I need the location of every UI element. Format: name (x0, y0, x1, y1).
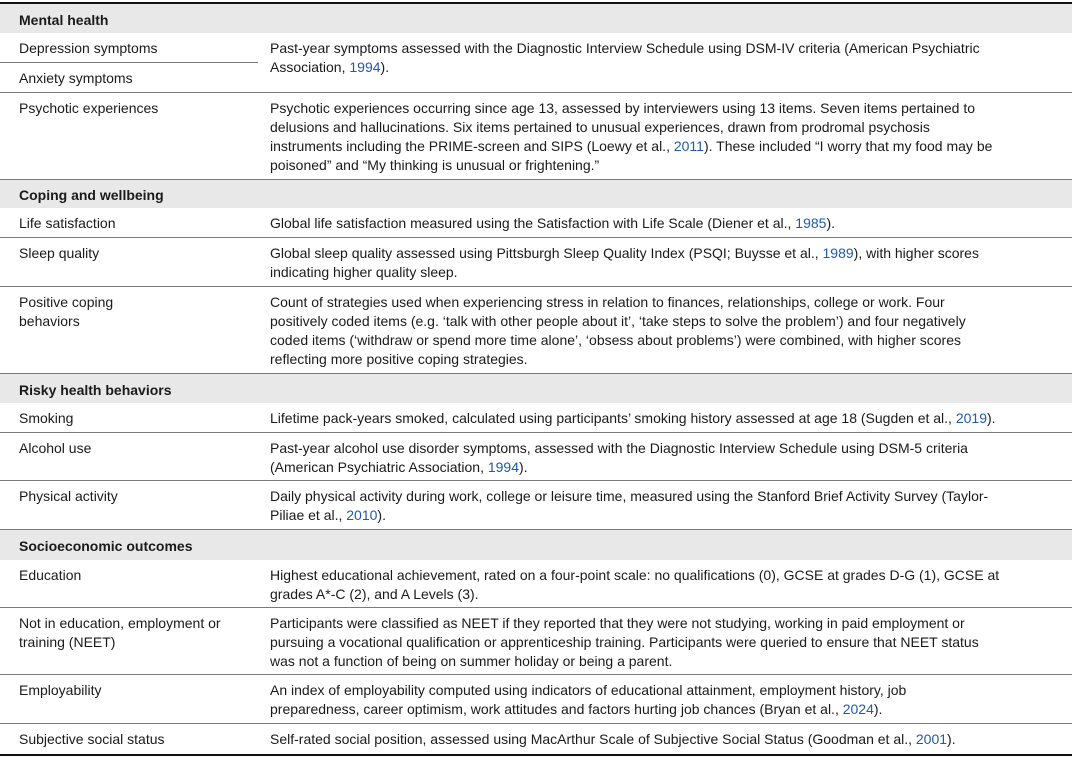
table-row-employability (0, 675, 1072, 724)
measure-physical-activity: Physical activity (19, 488, 118, 504)
measure-alcohol: Alcohol use (19, 440, 92, 456)
section-title: Socioeconomic outcomes (19, 538, 193, 554)
measure-anxiety: Anxiety symptoms (19, 70, 133, 86)
measure-neet: Not in education, employment or training (NEET) (19, 615, 221, 650)
table-row-neet (0, 608, 1072, 675)
table-row-alcohol (0, 433, 1072, 481)
measure-description: Global life satisfaction measured using the Satisfaction with Life Scale (Diener et al., 1985). (270, 215, 835, 231)
table-row-education (0, 560, 1072, 608)
table-row-subjective-social-status (0, 724, 1072, 756)
measure-education: Education (19, 567, 82, 583)
measure-employability: Employability (19, 682, 102, 698)
citation-link[interactable]: 1989 (822, 245, 854, 261)
measure-description: Self-rated social position, assessed using MacArthur Scale of Subjective Social Status (Goodman et al., 2001). (270, 731, 956, 747)
measure-description: Count of strategies used when experiencing stress in relation to finances, relationships, college or work. Four positively coded items (e.g. ‘talk with other people about it’, ‘take steps to solve the problem’) and four negatively coded items (‘withdraw or spend more time alone’, ‘obsess about problems’) were combined, with higher scores reflecting more positive coping strategies. (270, 294, 966, 367)
measure-description: Past-year symptoms assessed with the Diagnostic Interview Schedule using DSM-IV criteria (American Psychiatric Association, 1994). (270, 40, 980, 75)
section-coping-wellbeing (0, 180, 1072, 208)
measure-description: Highest educational achievement, rated on a four-point scale: no qualifications (0), GCSE at grades D-G (1), GCSE at grades A*-C (2), and A Levels (3). (270, 567, 1000, 602)
table-row-psychotic (0, 93, 1072, 180)
measure-psychotic: Psychotic experiences (19, 100, 159, 116)
citation-link[interactable]: 2024 (842, 701, 874, 717)
measure-description: Participants were classified as NEET if they reported that they were not studying, working in paid employment or pursuing a vocational qualification or apprenticeship training. Participants were queried to ensure that NEET status was not a function of being on summer holiday or being a parent. (270, 615, 979, 669)
citation-link[interactable]: 1994 (349, 59, 381, 75)
citation-link[interactable]: 1994 (487, 459, 520, 475)
section-mental-health (0, 4, 1072, 33)
measure-life-satisfaction: Life satisfaction (19, 215, 116, 231)
citation-link[interactable]: 2001 (915, 731, 948, 747)
measure-description: Daily physical activity during work, college or leisure time, measured using the Stanford Brief Activity Survey (Taylor- Piliae et al., 2010). (270, 488, 989, 523)
section-title: Coping and wellbeing (19, 187, 164, 203)
measure-description: Psychotic experiences occurring since age 13, assessed by interviewers using 13 items. Seven items pertained to delusions and hallucinations. Six items pertained to unusual experiences, drawn from prodromal psychosis instruments including the PRIME-screen and SIPS (Loewy et al., 2011). These included “I worry that my food may be poisoned” and “My thinking is unusual or frightening.” (270, 100, 993, 173)
measure-smoking: Smoking (19, 410, 74, 426)
table-row-physical-activity (0, 481, 1072, 530)
table-row-sleep-quality (0, 238, 1072, 287)
table-row-smoking (0, 403, 1072, 433)
table-row-positive-coping (0, 287, 1072, 374)
section-title: Risky health behaviors (19, 382, 172, 398)
citation-link[interactable]: 2011 (673, 138, 704, 154)
measure-depression: Depression symptoms (19, 40, 158, 56)
section-title: Mental health (19, 12, 109, 28)
citation-link[interactable]: 2010 (346, 507, 378, 523)
section-risky-health (0, 374, 1072, 403)
measure-subjective-social-status: Subjective social status (19, 731, 165, 747)
citation-link[interactable]: 1985 (795, 215, 827, 231)
citation-link[interactable]: 2019 (955, 410, 987, 426)
table-row-life-satisfaction (0, 208, 1072, 238)
measure-description: Global sleep quality assessed using Pittsburgh Sleep Quality Index (PSQI; Buysse et al., 1989), with higher scores indicating higher quality sleep. (270, 245, 979, 280)
row-divider (0, 62, 258, 63)
section-socioeconomic (0, 530, 1072, 560)
measure-description: Lifetime pack-years smoked, calculated using participants’ smoking history assessed at age 18 (Sugden et al., 2019). (270, 410, 996, 426)
table-row-depression-anxiety (0, 33, 1072, 93)
measure-sleep-quality: Sleep quality (19, 245, 100, 261)
measure-description: An index of employability computed using indicators of educational attainment, employment history, job preparedness, career optimism, work attitudes and factors hurting job chances (Bryan et al., 2024). (270, 682, 907, 717)
measure-positive-coping: Positive coping behaviors (19, 294, 114, 329)
measure-description: Past-year alcohol use disorder symptoms, assessed with the Diagnostic Interview Schedule using DSM-5 criteria (American Psychiatric Association, 1994). (270, 440, 968, 475)
